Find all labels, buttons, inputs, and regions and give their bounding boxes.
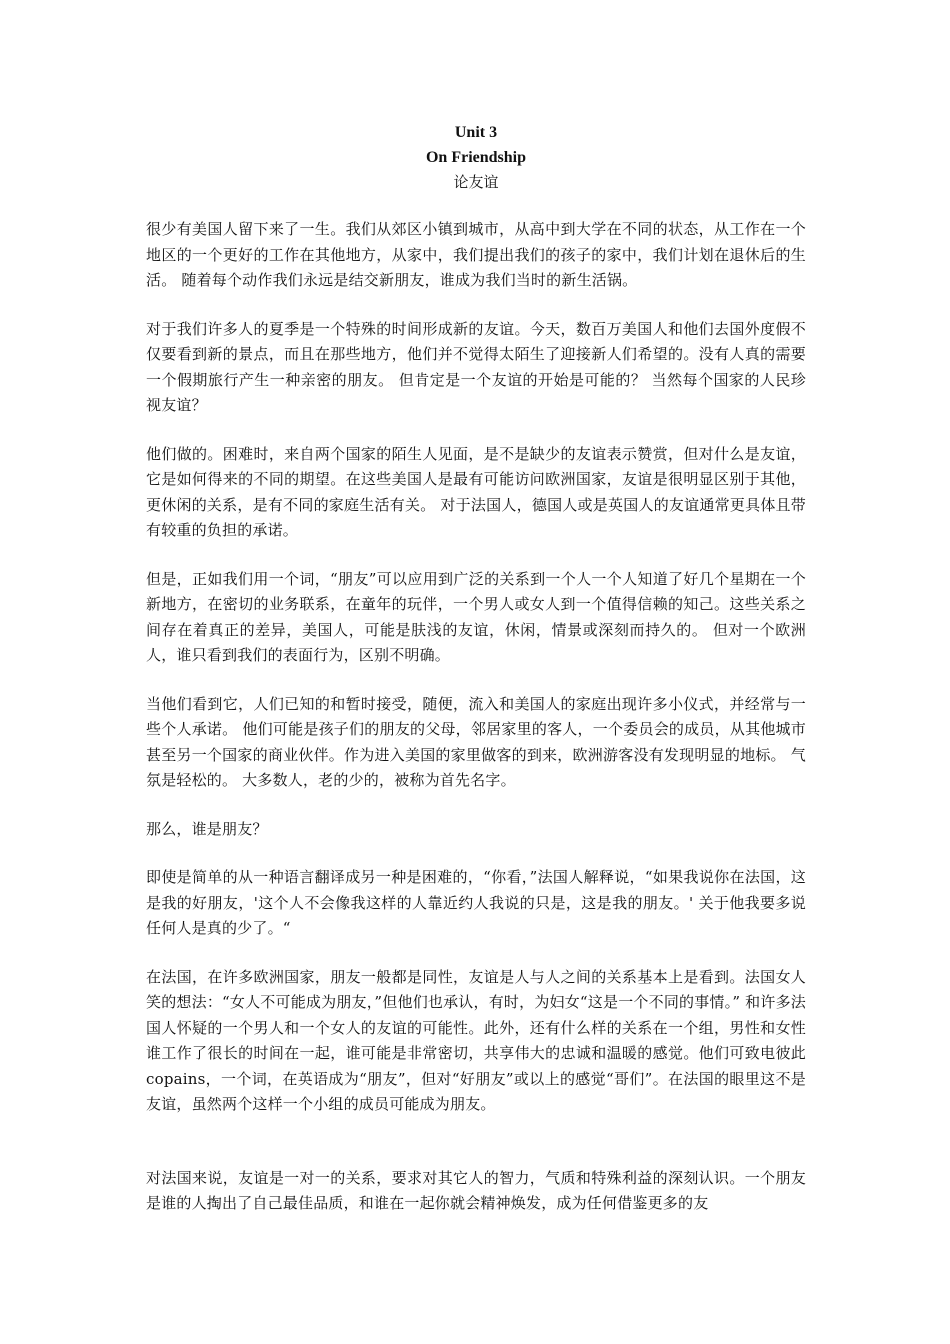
paragraph-1: 很少有美国人留下来了一生。我们从郊区小镇到城市，从高中到大学在不同的状态，从工作在一个地区的一个更好的工作在其他地方，从家中，我们提出我们的孩子的家中，我们计划在退休后的生活。 随着每个动作我们永远是结交新朋友，谁成为我们当时的新生活锅。 bbox=[146, 220, 806, 289]
unit-heading: Unit 3 bbox=[454, 124, 498, 141]
english-title: On Friendship bbox=[425, 149, 527, 166]
paragraph-3: 他们做的。困难时，来自两个国家的陌生人见面，是不是缺少的友谊表示赞赏，但对什么是友谊，它是如何得来的不同的期望。在这些美国人是最有可能访问欧洲国家，友谊是很明显区别于其他，更休闲的关系，是有不同的家庭生活有关。 对于法国人，德国人或是英国人的友谊通常更具体且带有较重的负担的承诺。 bbox=[146, 444, 806, 539]
title-block bbox=[146, 120, 806, 195]
paragraph-4: 但是，正如我们用一个词，“朋友”可以应用到广泛的关系到一个人一个人知道了好几个星期在一个新地方，在密切的业务联系，在童年的玩伴，一个男人或女人到一个值得信赖的知己。这些关系之间存在着真正的差异，美国人，可能是肤浅的友谊，休闲，情景或深刻而持久的。 但对一个欧洲人，谁只看到我们的表面行为，区别不明确。 bbox=[146, 569, 806, 664]
paragraph-2: 对于我们许多人的夏季是一个特殊的时间形成新的友谊。今天，数百万美国人和他们去国外度假不仅要看到新的景点，而且在那些地方，他们并不觉得太陌生了迎接新人们希望的。没有人真的需要一个假期旅行产生一种亲密的朋友。 但肯定是一个友谊的开始是可能的？ 当然每个国家的人民珍视友谊？ bbox=[146, 319, 806, 414]
paragraph-9: 对法国来说，友谊是一对一的关系，要求对其它人的智力，气质和特殊利益的深刻认识。一个朋友是谁的人掏出了自己最佳品质，和谁在一起你就会精神焕发，成为任何借鉴更多的友 bbox=[146, 1168, 806, 1212]
paragraph-8: 在法国，在许多欧洲国家，朋友一般都是同性，友谊是人与人之间的关系基本上是看到。法国女人笑的想法：“女人不可能成为朋友，”但他们也承认，有时，为妇女“这是一个不同的事情。” 和许多法国人怀疑的一个男人和一个女人的友谊的可能性。此外，还有什么样的关系在一个组，男性和女性谁工作了很长的时间在一起，谁可能是非常密切，共享伟大的忠诚和温暖的感觉。他们可致电彼此 copains，一个词，在英语成为“朋友”，但对“好朋友”或以上的感觉“哥们”。在法国的眼里这不是友谊，虽然两个这样一个小组的成员可能成为朋友。 bbox=[146, 967, 806, 1113]
paragraph-6: 那么，谁是朋友？ bbox=[146, 819, 268, 838]
paragraph-5: 当他们看到它，人们已知的和暂时接受，随便，流入和美国人的家庭出现许多小仪式，并经常与一些个人承诺。 他们可能是孩子们的朋友的父母，邻居家里的客人，一个委员会的成员，从其他城市甚至另一个国家的商业伙伴。作为进入美国的家里做客的到来，欧洲游客没有发现明显的地标。 气氛是轻松的。 大多数人，老的少的，被称为首先名字。 bbox=[146, 694, 806, 789]
paragraph-7: 即使是简单的从一种语言翻译成另一种是困难的，“你看，”法国人解释说，“如果我说你在法国，这是我的好朋友，'这个人不会像我这样的人靠近约人我说的只是，这是我的朋友。' 关于他我要多说任何人是真的少了。“ bbox=[146, 868, 806, 937]
chinese-title: 论友谊 bbox=[453, 173, 499, 191]
document-page bbox=[146, 120, 806, 1240]
